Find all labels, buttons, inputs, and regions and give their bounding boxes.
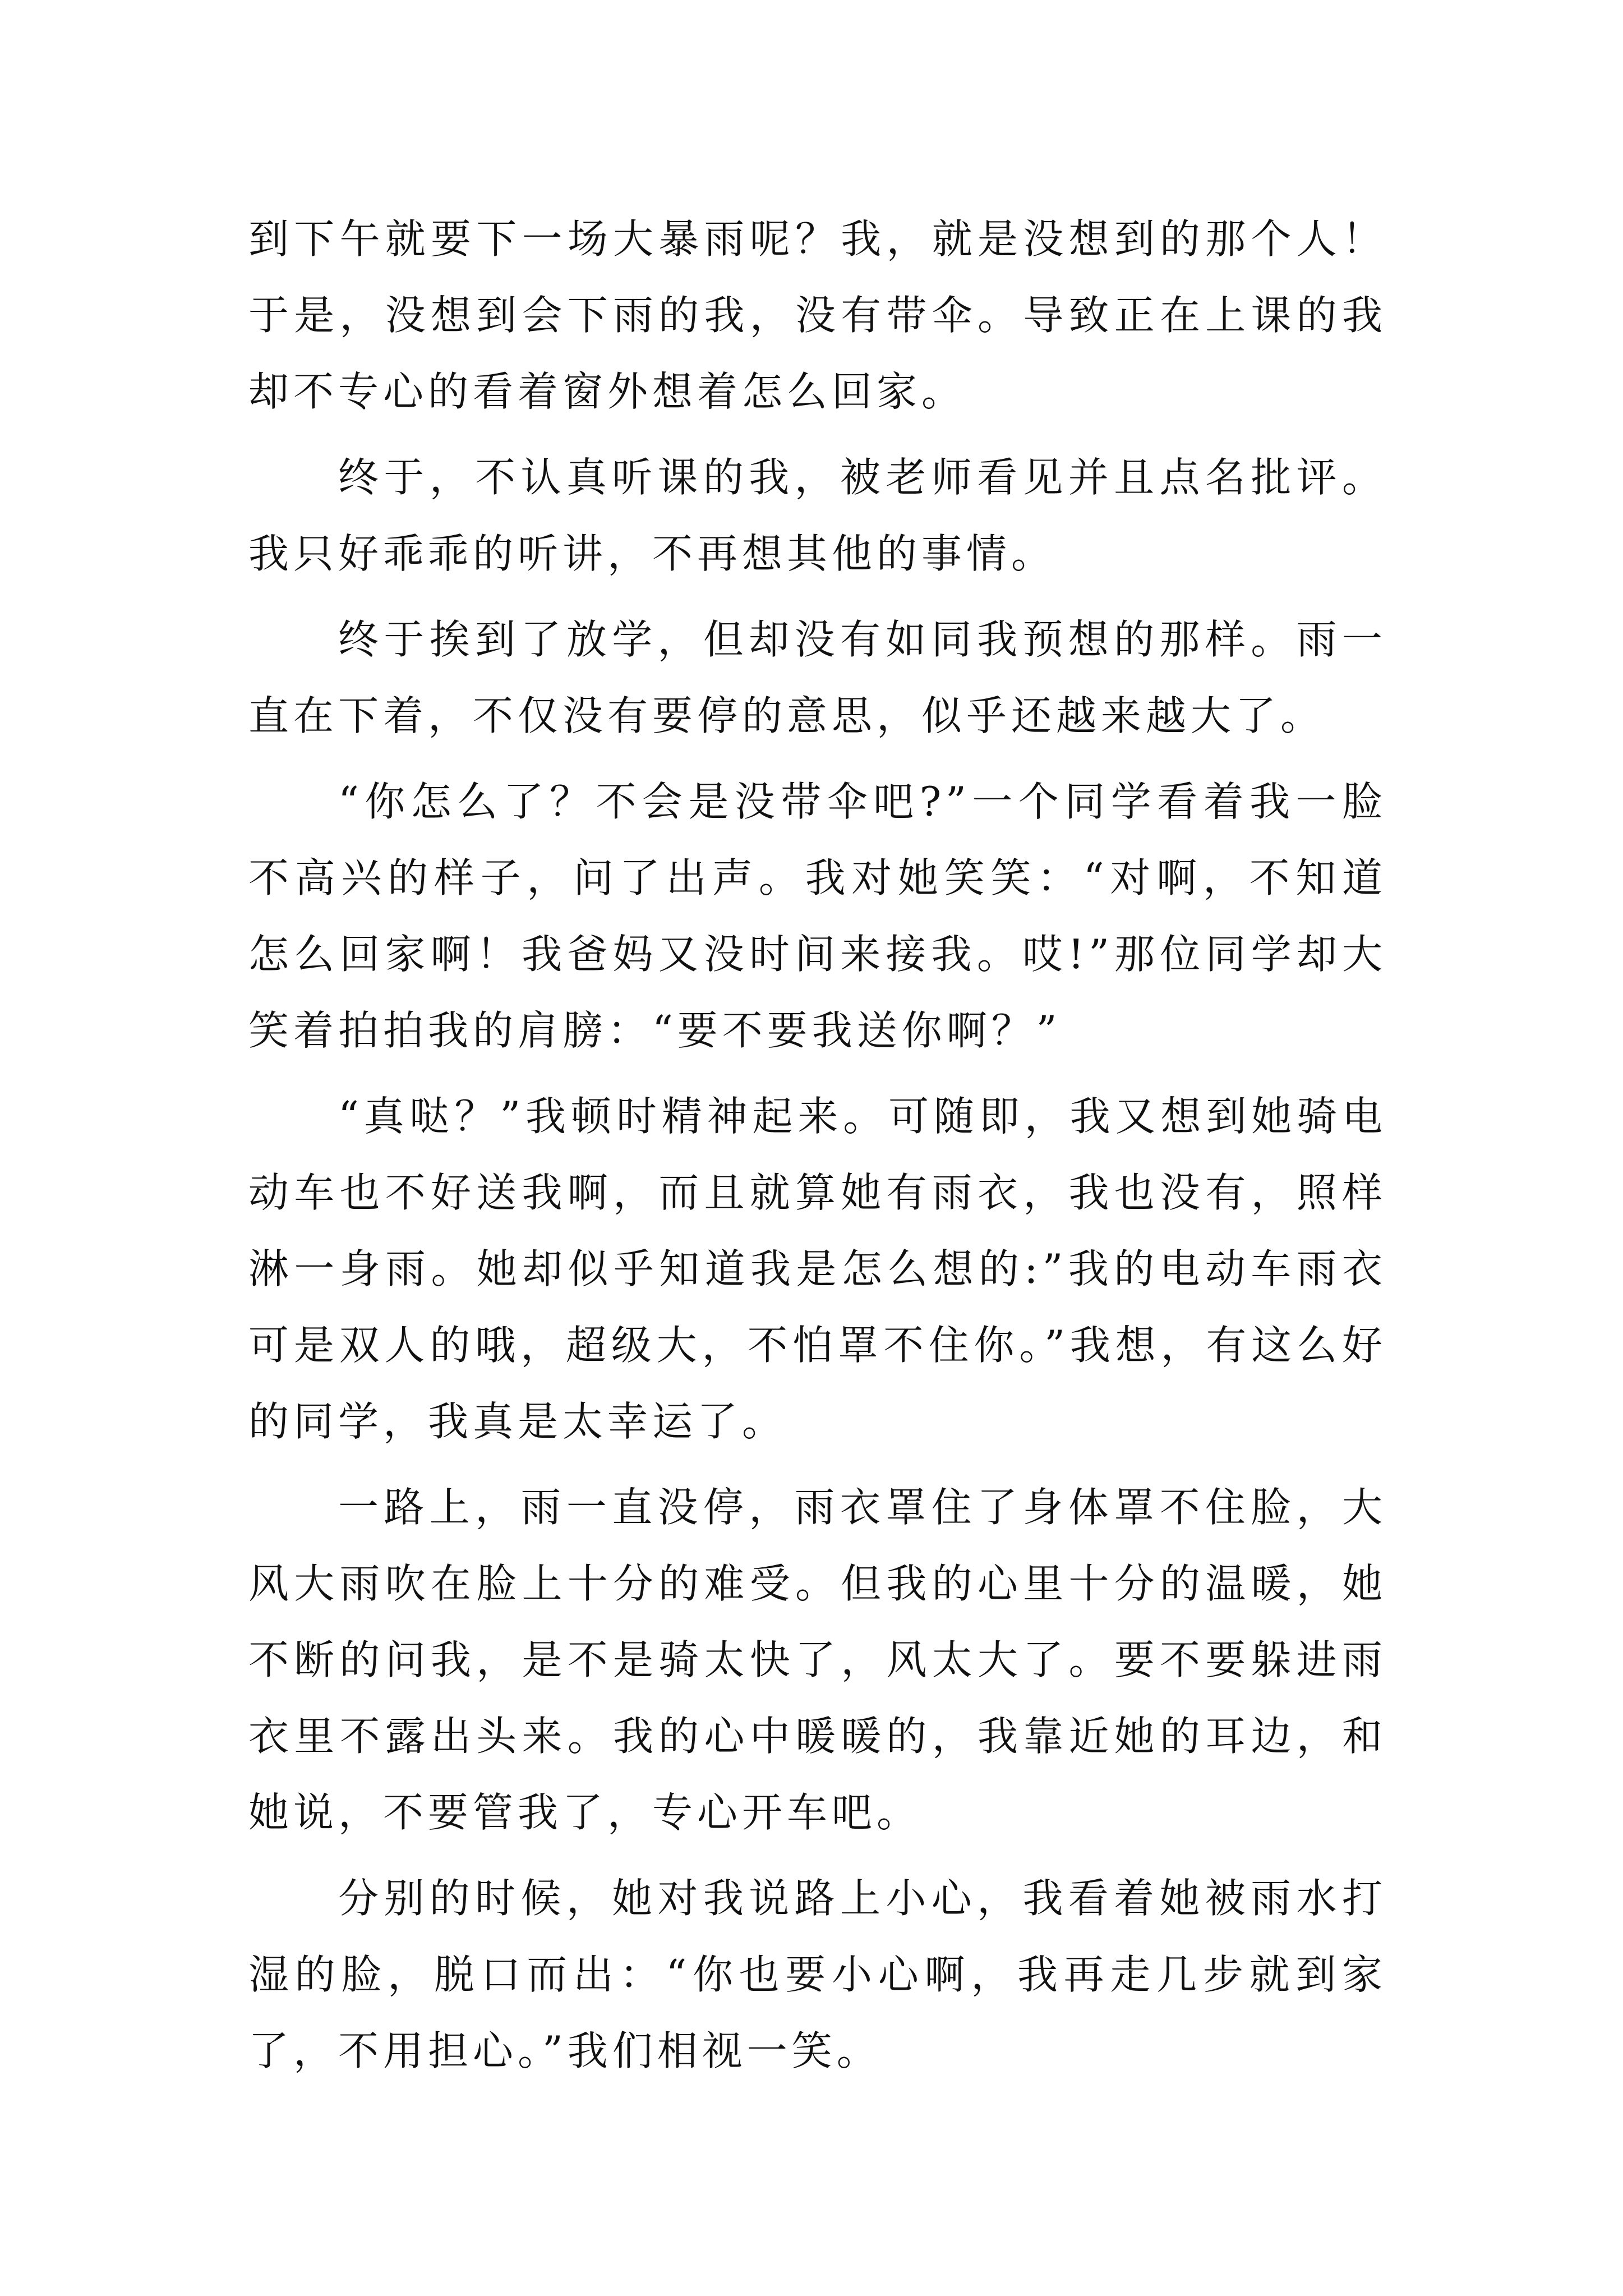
paragraph-6: 一路上，雨一直没停，雨衣罩住了身体罩不住脸，大风大雨吹在脸上十分的难受。但我的心里十分的温暖，她不断的问我，是不是骑太快了，风太大了。要不要躲进雨衣里不露出头来。我的心中暖暖的，我靠近她的耳边，和她说，不要管我了，专心开车吧。: [248, 1484, 1387, 1836]
paragraph-4: “你怎么了？不会是没带伞吧?”一个同学看着我一脸不高兴的样子，问了出声。我对她笑笑：“对啊，不知道怎么回家啊！我爸妈又没时间来接我。哎!”那位同学却大笑着拍拍我的肩膀：“要不要我送你啊？”: [248, 778, 1387, 1054]
paragraph-5: “真哒？”我顿时精神起来。可随即，我又想到她骑电动车也不好送我啊，而且就算她有雨衣，我也没有，照样淋一身雨。她却似乎知道我是怎么想的:”我的电动车雨衣可是双人的哦，超级大，不怕罩不住你。”我想，有这么好的同学，我真是太幸运了。: [248, 1093, 1387, 1445]
paragraph-7: 分别的时候，她对我说路上小心，我看着她被雨水打湿的脸，脱口而出：“你也要小心啊，我再走几步就到家了，不用担心。”我们相视一笑。: [248, 1875, 1387, 2074]
paragraph-1: 到下午就要下一场大暴雨呢？我，就是没想到的那个人！于是，没想到会下雨的我，没有带伞。导致正在上课的我却不专心的看着窗外想着怎么回家。: [248, 215, 1387, 415]
paragraph-3: 终于挨到了放学，但却没有如同我预想的那样。雨一直在下着，不仅没有要停的意思，似乎还越来越大了。: [248, 616, 1387, 739]
paragraph-2: 终于，不认真听课的我，被老师看见并且点名批评。我只好乖乖的听讲，不再想其他的事情。: [248, 454, 1387, 577]
document-body: [248, 201, 1387, 2089]
